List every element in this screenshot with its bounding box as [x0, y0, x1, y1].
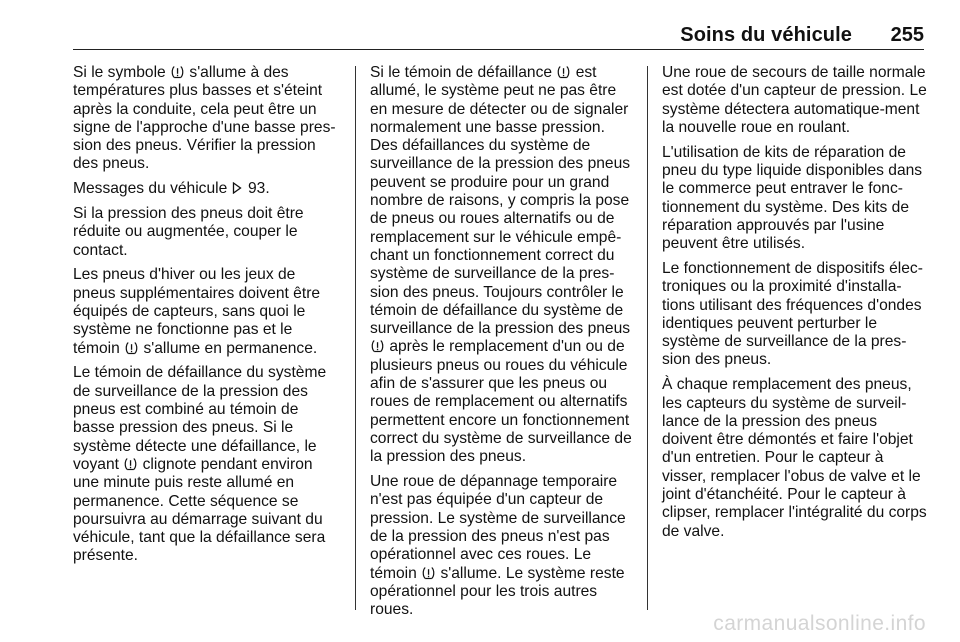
paragraph: Si la pression des pneus doit être réduite ou augmentée, couper le contact. [73, 205, 304, 259]
tire-pressure-warning-icon [124, 457, 137, 471]
section-title: Soins du véhicule [680, 24, 852, 46]
text-run: 93. [243, 180, 270, 198]
text-run: s'allume à des températures plus basses et s'éteint après la conduite, cela peut être un signe de l'approche d'une basse pres-sion des pneus. Vérifier la pression des pneus. [73, 64, 336, 173]
text-column-left [73, 64, 341, 572]
page-header [0, 0, 960, 54]
text-run: clignote pendant environ une minute puis reste allumé en permanence. Cette séquence se poursuivra au démarrage suivant du véhicule, tant que la défaillance sera présente. [73, 455, 326, 565]
text-run: Le témoin de défaillance du système de surveillance de la pression des pneus est combiné au témoin de basse pression des pneus. Si le système détecte une défaillance, le voyant [73, 364, 327, 473]
text-run: Si le symbole [73, 64, 171, 81]
text-run: Une roue de dépannage temporaire n'est pas équipée d'un capteur de pression. Le système de surveillance de la pression des pneus n'est pas opérationnel avec ces roues. Le témoin [370, 473, 626, 582]
header-rule [73, 49, 924, 50]
text-run: Les pneus d'hiver ou les jeux de pneus supplémentaires doivent être équipés de capteurs, sans quoi le système ne fonctionne pas et le témoin [73, 266, 321, 357]
column-separator [355, 66, 356, 610]
paragraph [370, 473, 636, 619]
paragraph: À chaque remplacement des pneus, les capteurs du système de surveil-lance de la pression des pneus doivent être démontés et faire l'objet d'un entretien. Pour le capteur à visser, remplacer l'obus de valve et le joint d'étanchéité. Pour le capteur à clipser, remplacer l'intégralité du corps de valve. [662, 376, 927, 540]
arrow-right-reference-icon [232, 181, 242, 193]
paragraph: Le fonctionnement de dispositifs élec-troniques ou la proximité d'installa-tions utilisant des fréquences d'ondes identiques peuvent perturber le système de surveillance de la pres-sion des pneus. [662, 259, 923, 369]
paragraph [73, 266, 341, 357]
paragraph: L'utilisation de kits de réparation de pneu du type liquide disponibles dans le commerce peut entraver le fonc-tionnement du système. Des kits de réparation approuvés par l'usine peuvent être utilisés. [662, 143, 923, 253]
text-run: est allumé, le système peut ne pas être en mesure de détecter ou de signaler normalement une basse pression. Des défaillances du système de surveillance de la pression des pneus peuvent se produire pour un grand nombre de raisons, y compris la pose de pneus ou roues alternatifs ou de remplacement sur le véhicule empê-chant un fonctionnement correct du système de surveillance de la pres-sion des pneus. Toujours contrôler le témoin de défaillance du système de surveillance de la pression des pneus [370, 64, 631, 338]
text-run: Messages du véhicule [73, 180, 232, 198]
tire-pressure-warning-icon [125, 341, 138, 355]
paragraph [73, 64, 341, 174]
text-column-middle [370, 64, 636, 626]
tire-pressure-warning-icon [557, 65, 570, 79]
tire-pressure-warning-icon [171, 65, 184, 79]
text-run: Si le témoin de défaillance [370, 64, 557, 81]
text-column-right [662, 64, 930, 547]
tire-pressure-warning-icon [422, 566, 435, 580]
tire-pressure-warning-icon [371, 339, 384, 353]
text-run: après le remplacement d'un ou de plusieurs pneus ou roues du véhicule afin de s'assurer que les pneus ou roues de remplacement ou alternatifs permettent encore un fonctionnement correct du système de surveillance de la pression des pneus. [370, 338, 632, 466]
paragraph [73, 364, 341, 565]
paragraph [370, 64, 636, 467]
paragraph: Une roue de secours de taille normale est dotée d'un capteur de pression. Le système détectera automatique-ment la nouvelle roue en roulant. [662, 64, 927, 136]
page-number: 255 [890, 24, 924, 46]
paragraph [73, 180, 341, 198]
text-run: s'allume en permanence. [139, 339, 318, 357]
text-run: s'allume. Le système reste opérationnel pour les trois autres roues. [370, 564, 625, 619]
watermark: carmanualsonline.info [713, 612, 926, 635]
column-separator [647, 66, 648, 610]
